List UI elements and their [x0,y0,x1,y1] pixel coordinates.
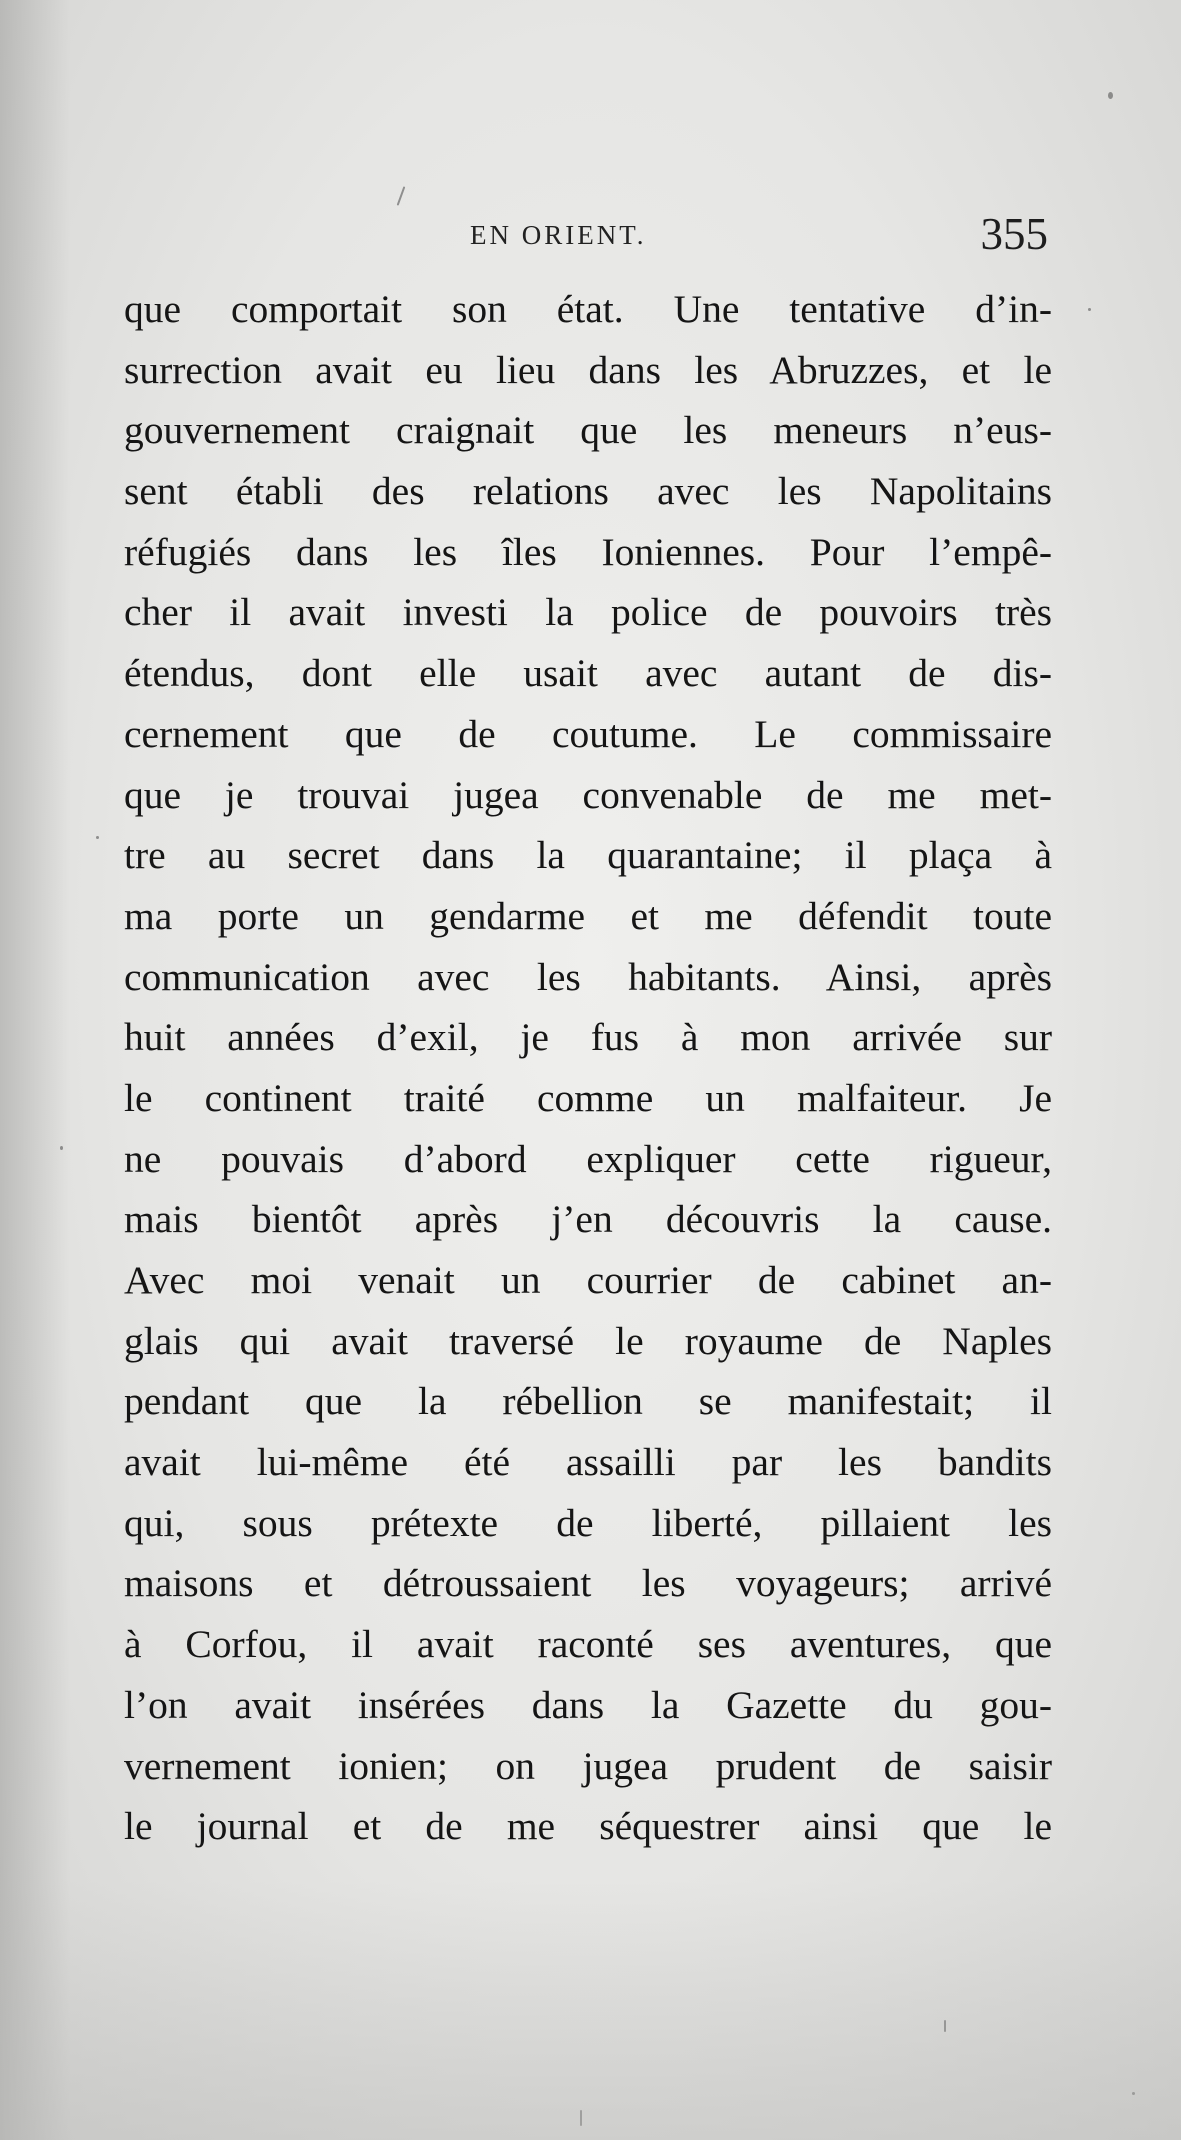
page-number: 355 [980,209,1048,259]
text-line: maisons et détroussaient les voyageurs; arrivé [124,1561,1052,1606]
text-line: à Corfou, il avait raconté ses aventures, que [124,1622,1052,1667]
text-line: le continent traité comme un malfaiteur. Je [124,1075,1052,1120]
text-line: ma porte un gendarme et me défendit toute [124,893,1052,938]
text-line: ne pouvais d’abord expliquer cette rigueur, [124,1136,1052,1181]
paper-speck [60,1146,63,1150]
text-line: surrection avait eu lieu dans les Abruzzes, et le [124,347,1052,392]
text-line: que je trouvai jugea convenable de me met- [124,772,1052,817]
paper-speck [96,836,99,839]
text-line: Avec moi venait un courrier de cabinet an- [124,1258,1052,1302]
text-line: cernement que de coutume. Le commissaire [124,711,1052,756]
paper-speck [397,186,406,205]
text-line: glais qui avait traversé le royaume de Naples [124,1318,1052,1363]
text-line: huit années d’exil, je fus à mon arrivée sur [124,1015,1052,1060]
text-line: communication avec les habitants. Ainsi, après [124,954,1052,999]
text-line: que comportait son état. Une tentative d’in- [124,287,1052,331]
text-line: qui, sous prétexte de liberté, pillaient les [124,1500,1052,1545]
text-line: vernement ionien; on jugea prudent de saisir [124,1743,1052,1788]
text-line: le journal et de me séquestrer ainsi que le [124,1804,1052,1849]
text-line: sent établi des relations avec les Napolitains [124,469,1052,514]
text-line: étendus, dont elle usait avec autant de dis- [124,651,1052,696]
text-line: pendant que la rébellion se manifestait; il [124,1379,1052,1424]
paper-speck [1088,308,1091,311]
running-head: EN ORIENT. [470,220,647,250]
paper-speck [1132,2092,1135,2095]
text-line: réfugiés dans les îles Ioniennes. Pour l’empê- [124,529,1052,574]
text-line: cher il avait investi la police de pouvoirs très [124,590,1052,635]
paper-speck [580,2110,582,2126]
paper-speck [944,2020,946,2032]
text-line: mais bientôt après j’en découvris la cause. [124,1197,1052,1242]
paper-speck [1108,92,1113,99]
text-line: l’on avait insérées dans la Gazette du gou- [124,1682,1052,1727]
body-text [124,279,1052,1857]
text-line: tre au secret dans la quarantaine; il plaça à [124,833,1052,878]
text-line: gouvernement craignait que les meneurs n’eus- [124,408,1052,453]
page-header [124,208,1048,268]
text-line: avait lui-même été assailli par les bandits [124,1440,1052,1485]
